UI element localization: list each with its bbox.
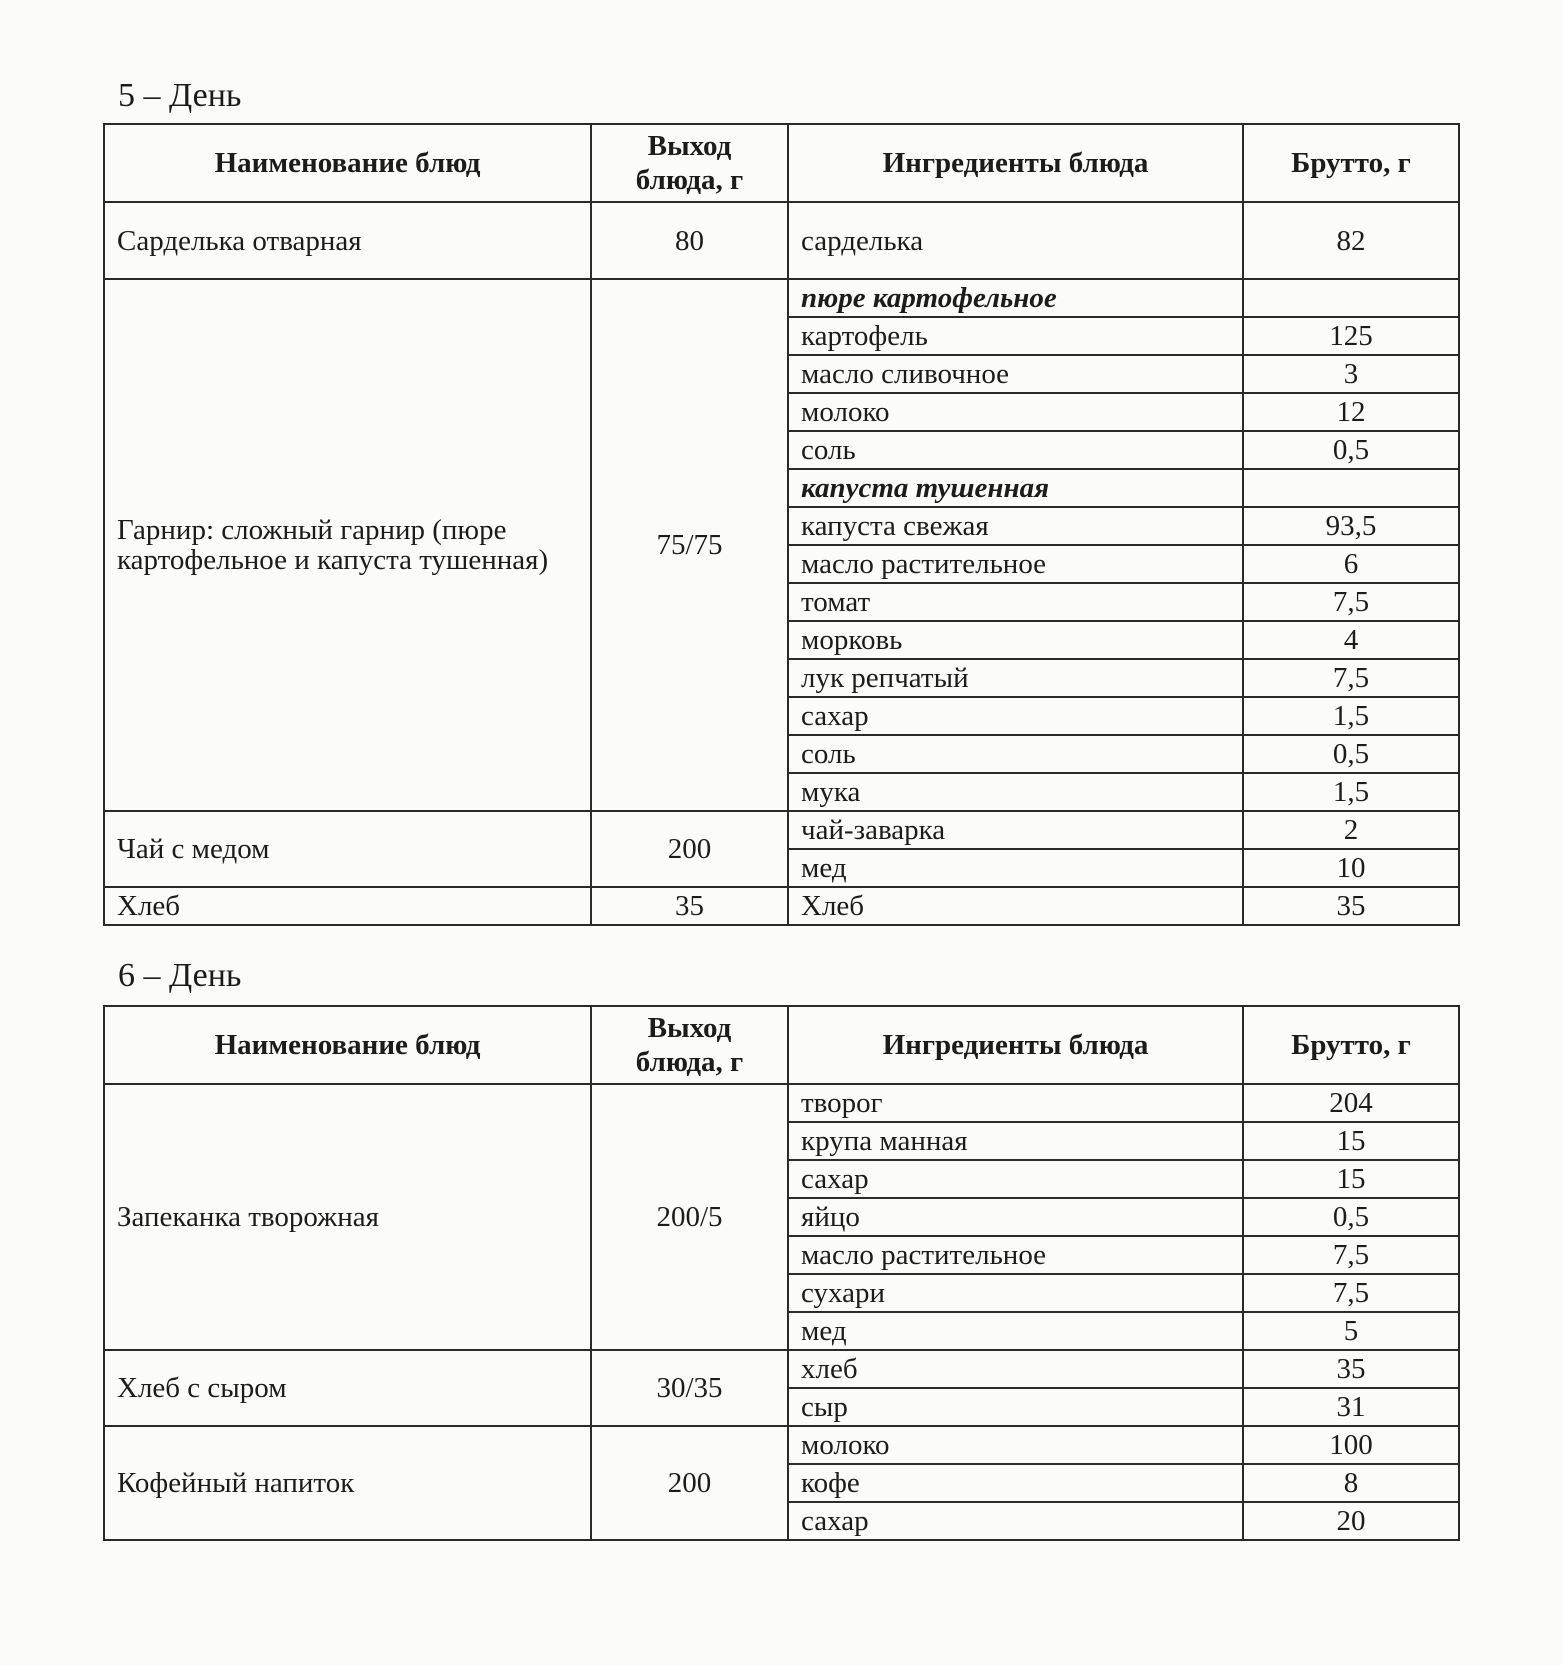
ingredient-name: сыр bbox=[788, 1388, 1243, 1426]
ingredient-brutto: 1,5 bbox=[1243, 773, 1459, 811]
header-dish-name: Наименование блюд bbox=[104, 124, 591, 202]
ingredient-brutto: 1,5 bbox=[1243, 697, 1459, 735]
ingredient-name: творог bbox=[788, 1084, 1243, 1122]
table-row bbox=[104, 887, 1459, 925]
ingredient-brutto: 5 bbox=[1243, 1312, 1459, 1350]
dish-yield: 200 bbox=[591, 1426, 788, 1540]
ingredient-brutto: 125 bbox=[1243, 317, 1459, 355]
ingredient-name: капуста свежая bbox=[788, 507, 1243, 545]
header-ingredients: Ингредиенты блюда bbox=[788, 1006, 1243, 1084]
ingredient-brutto: 7,5 bbox=[1243, 1236, 1459, 1274]
ingredient-brutto: 93,5 bbox=[1243, 507, 1459, 545]
ingredient-name: лук репчатый bbox=[788, 659, 1243, 697]
day-5-table bbox=[103, 123, 1460, 926]
ingredient-name: молоко bbox=[788, 1426, 1243, 1464]
ingredient-brutto bbox=[1243, 279, 1459, 317]
ingredient-brutto bbox=[1243, 469, 1459, 507]
ingredient-name: масло растительное bbox=[788, 1236, 1243, 1274]
dish-yield: 200/5 bbox=[591, 1084, 788, 1350]
header-brutto: Брутто, г bbox=[1243, 124, 1459, 202]
ingredient-brutto: 4 bbox=[1243, 621, 1459, 659]
ingredient-name: картофель bbox=[788, 317, 1243, 355]
day-6-table bbox=[103, 1005, 1460, 1541]
ingredient-brutto: 7,5 bbox=[1243, 1274, 1459, 1312]
ingredient-name: мед bbox=[788, 849, 1243, 887]
table-header-row bbox=[104, 1006, 1459, 1084]
ingredient-brutto: 7,5 bbox=[1243, 583, 1459, 621]
ingredient-name: томат bbox=[788, 583, 1243, 621]
ingredient-brutto: 204 bbox=[1243, 1084, 1459, 1122]
ingredient-brutto: 15 bbox=[1243, 1160, 1459, 1198]
ingredient-name: соль bbox=[788, 735, 1243, 773]
header-yield: Выход блюда, г bbox=[591, 124, 788, 202]
header-yield: Выход блюда, г bbox=[591, 1006, 788, 1084]
ingredient-brutto: 0,5 bbox=[1243, 1198, 1459, 1236]
ingredient-brutto: 6 bbox=[1243, 545, 1459, 583]
ingredient-brutto: 10 bbox=[1243, 849, 1459, 887]
ingredient-name: сахар bbox=[788, 1160, 1243, 1198]
ingredient-name: соль bbox=[788, 431, 1243, 469]
ingredient-brutto: 2 bbox=[1243, 811, 1459, 849]
ingredient-name: чай-заварка bbox=[788, 811, 1243, 849]
ingredient-brutto: 0,5 bbox=[1243, 431, 1459, 469]
ingredient-name: масло растительное bbox=[788, 545, 1243, 583]
ingredient-subheader: капуста тушенная bbox=[788, 469, 1243, 507]
header-dish-name: Наименование блюд bbox=[104, 1006, 591, 1084]
ingredient-brutto: 35 bbox=[1243, 887, 1459, 925]
ingredient-brutto: 12 bbox=[1243, 393, 1459, 431]
ingredient-brutto: 82 bbox=[1243, 202, 1459, 279]
table-row bbox=[104, 1084, 1459, 1122]
ingredient-name: сахар bbox=[788, 697, 1243, 735]
ingredient-name: морковь bbox=[788, 621, 1243, 659]
table-row bbox=[104, 811, 1459, 849]
ingredient-brutto: 7,5 bbox=[1243, 659, 1459, 697]
ingredient-name: кофе bbox=[788, 1464, 1243, 1502]
day-5-title: 5 – День bbox=[118, 77, 242, 114]
dish-name: Сарделька отварная bbox=[104, 202, 591, 279]
dish-name: Кофейный напиток bbox=[104, 1426, 591, 1540]
ingredient-name: крупа манная bbox=[788, 1122, 1243, 1160]
ingredient-name: мед bbox=[788, 1312, 1243, 1350]
day-6-title: 6 – День bbox=[118, 957, 242, 994]
ingredient-name: яйцо bbox=[788, 1198, 1243, 1236]
dish-name: Гарнир: сложный гарнир (пюре картофельное и капуста тушенная) bbox=[104, 279, 591, 811]
ingredient-name: мука bbox=[788, 773, 1243, 811]
ingredient-brutto: 35 bbox=[1243, 1350, 1459, 1388]
table-row bbox=[104, 1350, 1459, 1388]
dish-yield: 80 bbox=[591, 202, 788, 279]
ingredient-subheader: пюре картофельное bbox=[788, 279, 1243, 317]
ingredient-name: Хлеб bbox=[788, 887, 1243, 925]
ingredient-name: сахар bbox=[788, 1502, 1243, 1540]
dish-name: Чай с медом bbox=[104, 811, 591, 887]
ingredient-brutto: 31 bbox=[1243, 1388, 1459, 1426]
header-ingredients: Ингредиенты блюда bbox=[788, 124, 1243, 202]
ingredient-name: молоко bbox=[788, 393, 1243, 431]
ingredient-name: хлеб bbox=[788, 1350, 1243, 1388]
dish-name: Запеканка творожная bbox=[104, 1084, 591, 1350]
table-row bbox=[104, 279, 1459, 317]
ingredient-name: сухари bbox=[788, 1274, 1243, 1312]
ingredient-brutto: 3 bbox=[1243, 355, 1459, 393]
ingredient-brutto: 0,5 bbox=[1243, 735, 1459, 773]
ingredient-brutto: 100 bbox=[1243, 1426, 1459, 1464]
ingredient-brutto: 8 bbox=[1243, 1464, 1459, 1502]
ingredient-brutto: 20 bbox=[1243, 1502, 1459, 1540]
dish-name: Хлеб с сыром bbox=[104, 1350, 591, 1426]
header-brutto: Брутто, г bbox=[1243, 1006, 1459, 1084]
table-row bbox=[104, 1426, 1459, 1464]
dish-yield: 30/35 bbox=[591, 1350, 788, 1426]
dish-yield: 35 bbox=[591, 887, 788, 925]
ingredient-brutto: 15 bbox=[1243, 1122, 1459, 1160]
ingredient-name: масло сливочное bbox=[788, 355, 1243, 393]
table-header-row bbox=[104, 124, 1459, 202]
ingredient-name: сарделька bbox=[788, 202, 1243, 279]
dish-yield: 200 bbox=[591, 811, 788, 887]
table-row bbox=[104, 202, 1459, 279]
dish-name: Хлеб bbox=[104, 887, 591, 925]
dish-yield: 75/75 bbox=[591, 279, 788, 811]
